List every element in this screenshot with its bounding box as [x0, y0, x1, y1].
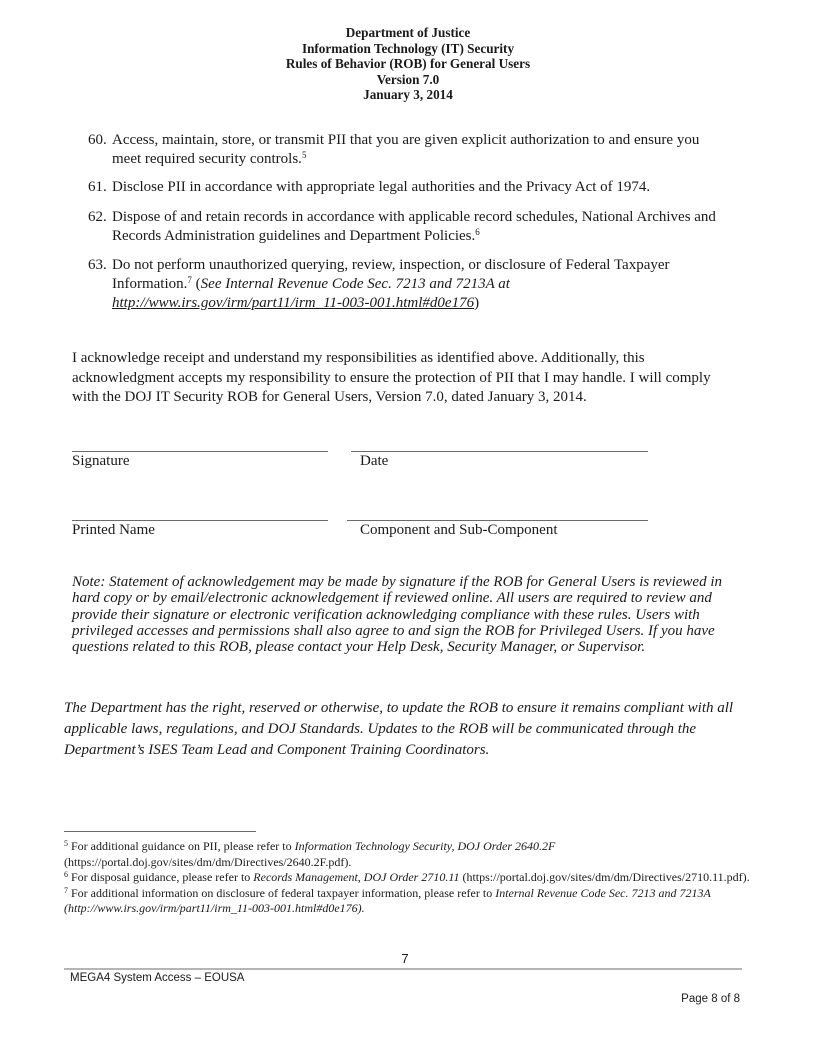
header-title: Rules of Behavior (ROB) for General Users	[285, 56, 531, 72]
date-line[interactable]	[351, 451, 648, 452]
rule-item-60	[88, 131, 728, 169]
document-header	[0, 25, 816, 103]
rule-text: Access, maintain, store, or transmit PII that you are given explicit authorization to and ensure you meet required security controls.	[112, 132, 700, 167]
printed-name-label: Printed Name	[72, 522, 155, 538]
rule-number: 60.	[88, 132, 107, 148]
footnote-7	[64, 886, 754, 917]
footer-page-count: Page 8 of 8	[681, 993, 740, 1005]
footnote-6	[64, 870, 754, 886]
footnote-5	[64, 839, 754, 870]
ref-open-paren: (	[191, 276, 201, 292]
footnote-text: For disposal guidance, please refer to	[68, 870, 254, 884]
footnote-ref[interactable]: 5	[301, 150, 307, 160]
footer-document-title: MEGA4 System Access – EOUSA	[70, 972, 245, 984]
footnote-url[interactable]: (https://portal.doj.gov/sites/dm/dm/Directives/2640.2F.pdf).	[64, 854, 352, 869]
acknowledgement-note: Note: Statement of acknowledgement may be made by signature if the ROB for General Users is reviewed in hard copy or by email/electronic acknowledgement if reviewed online. All users are required to review and provide their signature or electronic verification acknowledging compliance with these rules. Users with privileged accesses and permissions shall also agree to and sign the ROB for Privileged Users. If you have questions related to this ROB, please contact your Help Desk, Security Manager, or Supervisor.	[72, 574, 722, 656]
signature-label: Signature	[72, 453, 130, 469]
footnote-separator	[64, 831, 256, 832]
rule-text: Do not perform unauthorized querying, review, inspection, or disclosure of Federal Taxpayer Information.	[112, 257, 670, 292]
footnote-text: For additional guidance on PII, please refer to	[68, 839, 295, 853]
footnote-citation: Information Technology Security, DOJ Order 2640.2F	[294, 839, 556, 853]
footnote-number: 7	[64, 885, 68, 895]
footnote-number: 6	[64, 870, 68, 879]
printed-name-line[interactable]	[72, 520, 328, 521]
rule-number: 63.	[88, 257, 107, 273]
footnote-text: For additional information on disclosure of federal taxpayer information, please refer to	[68, 885, 496, 900]
date-label: Date	[360, 453, 389, 469]
header-version: Version 7.0	[376, 71, 440, 87]
footnote-ref[interactable]: 6	[475, 227, 480, 237]
footnote-ref[interactable]: 7	[187, 275, 192, 285]
rule-text: Disclose PII in accordance with appropriate legal authorities and the Privacy Act of 1974.	[112, 179, 651, 195]
rule-item-61	[88, 178, 728, 197]
footnote-citation[interactable]: Internal Revenue Code Sec. 7213 and 7213A (http://www.irs.gov/irm/part11/irm_11-003-001.html#d0e176).	[64, 885, 711, 915]
component-line[interactable]	[347, 520, 648, 521]
footnote-citation: Records Management, DOJ Order 2710.11	[253, 870, 460, 884]
irc-reference: See Internal Revenue Code Sec. 7213 and 7213A at	[200, 276, 510, 292]
rule-item-62	[88, 208, 728, 246]
rule-number: 62.	[88, 209, 107, 225]
acknowledgement-paragraph: I acknowledge receipt and understand my responsibilities as identified above. Additionally, this acknowledgment accepts my responsibility to ensure the protection of PII that I may handle. I will comply with the DOJ IT Security ROB for General Users, Version 7.0, dated January 3, 2014.	[72, 350, 711, 405]
footnote-url[interactable]: (https://portal.doj.gov/sites/dm/dm/Directives/2710.11.pdf).	[459, 870, 750, 884]
rule-text: Dispose of and retain records in accordance with applicable record schedules, National Archives and Records Administration guidelines and Department Policies.	[112, 209, 716, 244]
rule-number: 61.	[88, 179, 107, 195]
rule-item-63	[88, 256, 728, 313]
footer-divider	[64, 968, 742, 970]
signature-line[interactable]	[72, 451, 328, 452]
header-subject: Information Technology (IT) Security	[301, 40, 515, 56]
footnote-number: 5	[64, 839, 68, 848]
header-date: January 3, 2014	[363, 87, 453, 103]
page-number: 7	[401, 951, 409, 966]
footnotes	[64, 839, 754, 917]
component-label: Component and Sub-Component	[360, 522, 558, 538]
ref-close-paren: )	[474, 295, 480, 311]
irs-link[interactable]: http://www.irs.gov/irm/part11/irm_11-003-001.html#d0e176	[112, 295, 475, 311]
department-statement: The Department has the right, reserved or otherwise, to update the ROB to ensure it remains compliant with all applicable laws, regulations, and DOJ Standards. Updates to the ROB will be communicated through the Department’s ISES Team Lead and Component Training Coordinators.	[64, 700, 734, 758]
header-organization: Department of Justice	[345, 25, 471, 40]
